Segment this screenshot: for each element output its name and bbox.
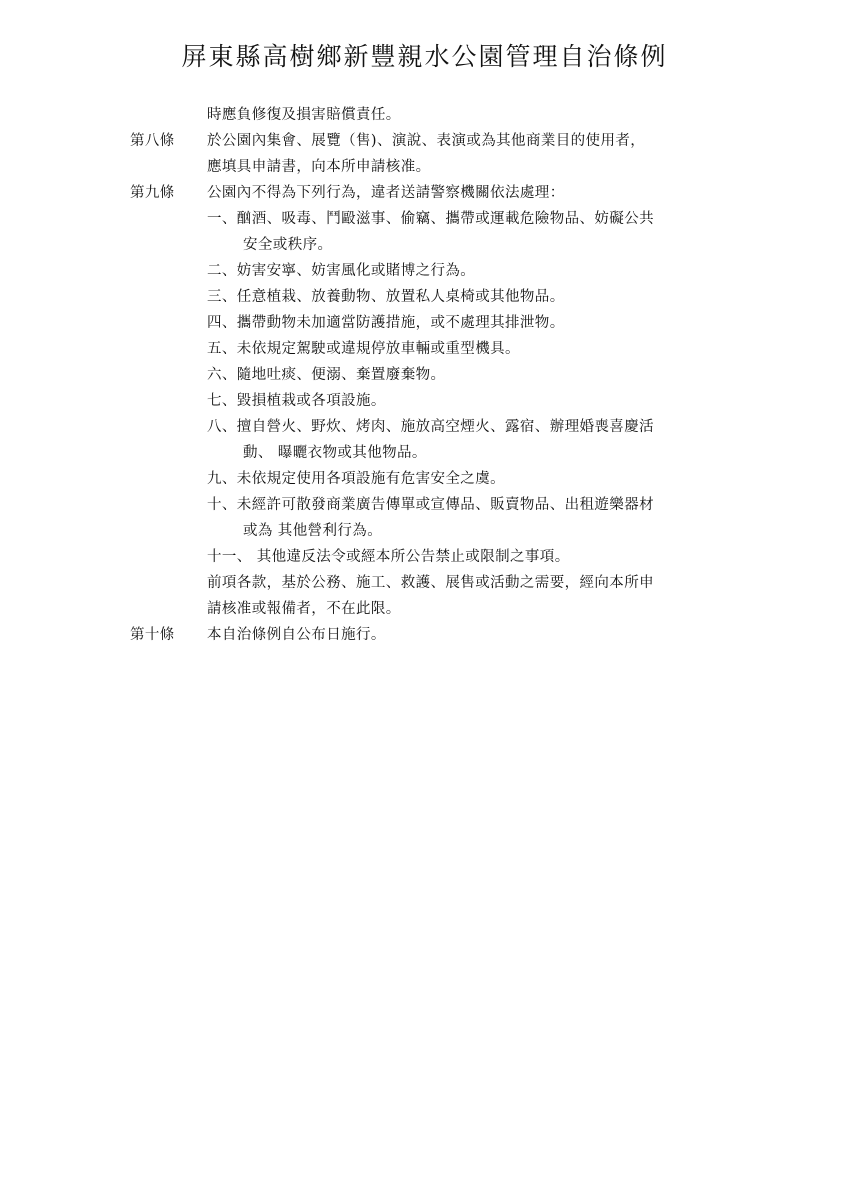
list-item [0, 388, 849, 414]
article-9-intro: 公園內不得為下列行為，違者送請警察機關依法處理： [207, 185, 565, 201]
article-8-label: 第八條 [130, 133, 175, 149]
list-item [0, 414, 849, 440]
item-3-text: 三、任意植栽、放養動物、放置私人桌椅或其他物品。 [207, 289, 565, 305]
list-item [0, 206, 849, 232]
item-10-text: 十、未經許可散發商業廣告傳單或宣傳品、販賣物品、出租遊樂器材 [207, 497, 654, 513]
item-6-text: 六、隨地吐痰、便溺、棄置廢棄物。 [207, 367, 446, 383]
list-item [0, 336, 849, 362]
continuation-text: 時應負修復及損害賠償責任。 [207, 107, 401, 123]
item-9-text: 九、未依規定使用各項設施有危害安全之虞。 [207, 471, 505, 487]
article-10-line [0, 622, 849, 648]
article-8-line-2 [0, 154, 849, 180]
article-9-closing-line-1 [0, 570, 849, 596]
article-10-text: 本自治條例自公布日施行。 [207, 627, 386, 643]
item-1-continuation: 安全或秩序。 [243, 237, 333, 253]
item-4-text: 四、攜帶動物未加適當防護措施，或不處理其排泄物。 [207, 315, 565, 331]
article-8-text: 應填具申請書，向本所申請核准。 [207, 159, 431, 175]
list-item [0, 258, 849, 284]
item-1-text: 一、酗酒、吸毒、鬥毆滋事、偷竊、攜帶或運載危險物品、妨礙公共 [207, 211, 654, 227]
continuation-line [0, 102, 849, 128]
list-item [0, 466, 849, 492]
article-8-line-1 [0, 128, 849, 154]
item-10-continuation: 或為 其他營利行為。 [243, 523, 383, 539]
list-item [0, 362, 849, 388]
document-title: 屏東縣高樹鄉新豐親水公園管理自治條例 [181, 42, 668, 71]
article-8-text: 於公園內集會、展覽（售)、演說、表演或為其他商業目的使用者， [207, 133, 646, 149]
item-11-text: 十一、 其他違反法令或經本所公告禁止或限制之事項。 [207, 549, 570, 565]
article-9-closing-text: 請核准或報備者，不在此限。 [207, 601, 401, 617]
article-9-closing-line-2 [0, 596, 849, 622]
article-10-label: 第十條 [130, 627, 175, 643]
item-7-text: 七、毀損植栽或各項設施。 [207, 393, 386, 409]
item-8-text: 八、擅自營火、野炊、烤肉、施放高空煙火、露宿、辦理婚喪喜慶活 [207, 419, 654, 435]
list-item [0, 492, 849, 518]
list-item-continuation [0, 518, 849, 544]
list-item-continuation [0, 232, 849, 258]
list-item [0, 284, 849, 310]
document-body [0, 102, 849, 648]
list-item-continuation [0, 440, 849, 466]
list-item [0, 544, 849, 570]
article-9-closing-text: 前項各款，基於公務、施工、救護、展售或活動之需要，經向本所申 [207, 575, 654, 591]
article-9-line-1 [0, 180, 849, 206]
article-9-label: 第九條 [130, 185, 175, 201]
item-2-text: 二、妨害安寧、妨害風化或賭博之行為。 [207, 263, 476, 279]
list-item [0, 310, 849, 336]
item-8-continuation: 動、 曝曬衣物或其他物品。 [243, 445, 427, 461]
item-5-text: 五、未依規定駕駛或違規停放車輛或重型機具。 [207, 341, 520, 357]
